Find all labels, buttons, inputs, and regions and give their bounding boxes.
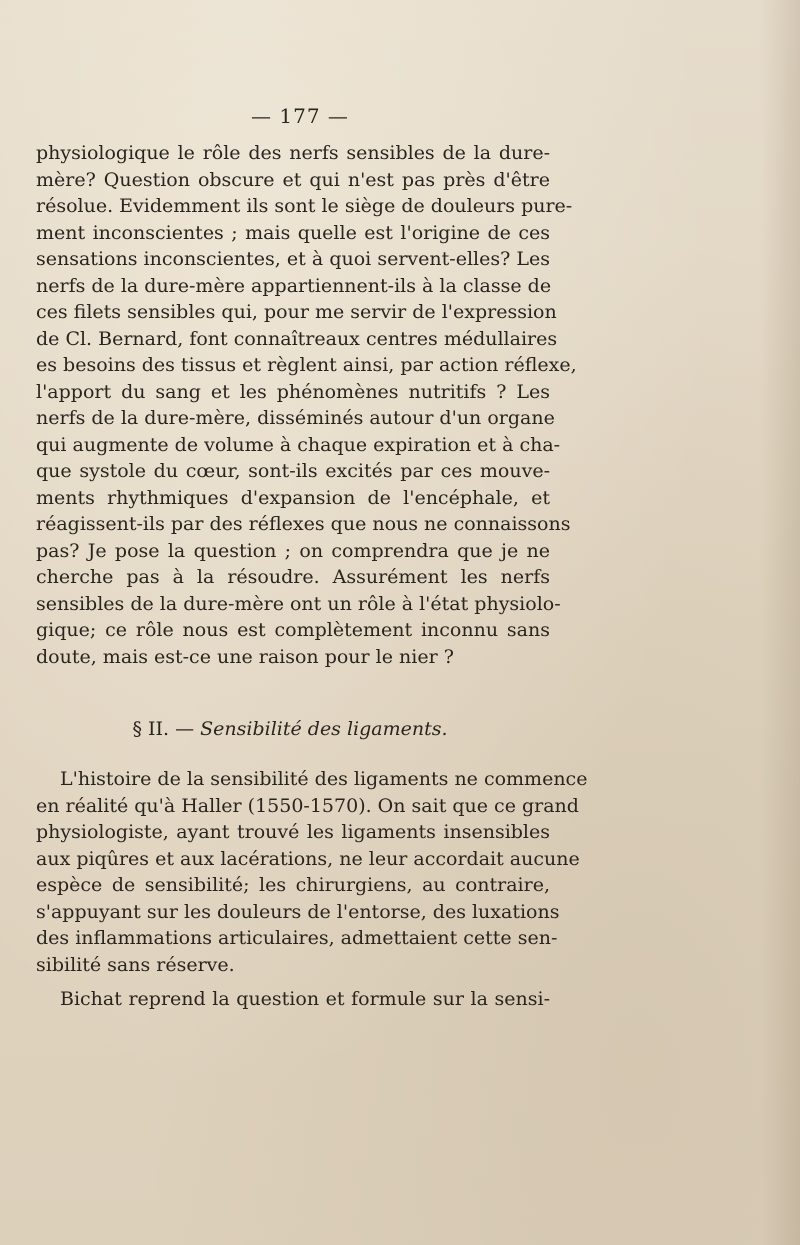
text-line: physiologique le rôle des nerfs sensibles de la dure- xyxy=(36,142,550,164)
text-line: des inflammations articulaires, admettaient cette sen- xyxy=(36,927,558,949)
paragraph-3 xyxy=(36,986,550,1013)
text-line: pas? Je pose la question ; on comprendra que je ne xyxy=(36,539,550,562)
text-line: résolue. Evidemment ils sont le siège de douleurs pure- xyxy=(36,195,573,217)
text-line: aux piqûres et aux lacérations, ne leur accordait aucune xyxy=(36,847,580,870)
text-line: mère? Question obscure et qui n'est pas près d'être xyxy=(36,168,550,191)
page-edge-shadow xyxy=(760,0,800,1245)
text-line: ment inconscientes ; mais quelle est l'origine de ces xyxy=(36,221,550,244)
text-line: sensations inconscientes, et à quoi servent-elles? Les xyxy=(36,248,550,270)
text-line: Bichat reprend la question et formule sur la sensi- xyxy=(60,988,550,1010)
text-line: qui augmente de volume à chaque expiration et à cha- xyxy=(36,433,561,456)
text-line: nerfs de la dure-mère appartiennent-ils à la classe de xyxy=(36,274,552,297)
text-line: réagissent-ils par des réflexes que nous ne connaissons xyxy=(36,513,571,535)
section-heading xyxy=(0,718,580,740)
text-line: l'apport du sang et les phénomènes nutritifs ? Les xyxy=(36,380,550,403)
text-line: L'histoire de la sensibilité des ligaments ne commence xyxy=(60,768,588,790)
text-line: sibilité sans réserve. xyxy=(36,953,235,976)
text-line: ments rhythmiques d'expansion de l'encéphale, et xyxy=(36,486,550,509)
paragraph-2 xyxy=(36,766,588,978)
text-line: doute, mais est-ce une raison pour le nier ? xyxy=(36,645,454,668)
text-line: en réalité qu'à Haller (1550-1570). On sait que ce grand xyxy=(36,794,579,817)
section-number: § II. — xyxy=(132,718,195,740)
text-line: que systole du cœur, sont-ils excités par ces mouve- xyxy=(36,460,550,482)
text-line: nerfs de la dure-mère, disséminés autour d'un organe xyxy=(36,407,555,429)
text-line: cherche pas à la résoudre. Assurément les nerfs xyxy=(36,566,550,588)
section-title: Sensibilité des ligaments. xyxy=(200,718,448,740)
paragraph-1 xyxy=(36,140,577,670)
text-line: s'appuyant sur les douleurs de l'entorse, des luxations xyxy=(36,900,560,923)
text-line: espèce de sensibilité; les chirurgiens, au contraire, xyxy=(36,874,550,896)
page-number: — 177 — xyxy=(251,104,349,128)
text-line: ces filets sensibles qui, pour me servir de l'expression xyxy=(36,301,557,323)
text-line: sensibles de la dure-mère ont un rôle à l'état physiolo- xyxy=(36,592,561,615)
text-line: es besoins des tissus et règlent ainsi, par action réflexe, xyxy=(36,354,577,376)
text-line: physiologiste, ayant trouvé les ligaments insensibles xyxy=(36,821,550,843)
text-line: de Cl. Bernard, font connaîtreaux centres médullaires xyxy=(36,327,558,350)
text-line: gique; ce rôle nous est complètement inconnu sans xyxy=(36,619,550,641)
